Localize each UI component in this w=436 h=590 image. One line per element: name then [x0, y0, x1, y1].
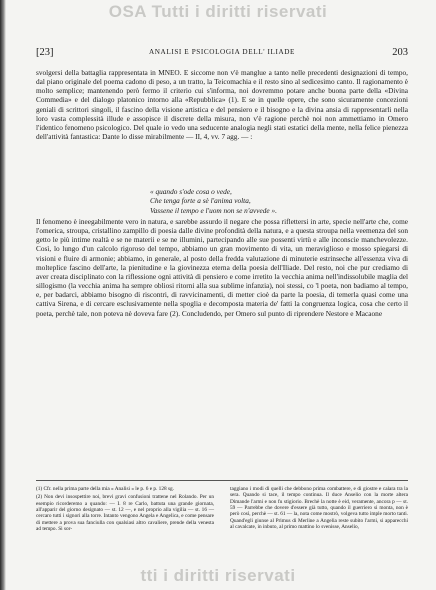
verse-line-3: Vassene il tempo e l'uom non se n'avvede ». — [150, 205, 277, 215]
quoted-verse — [150, 187, 390, 215]
page-binding-shadow — [0, 0, 6, 590]
verse-line-1: « quando s'ode cosa o vede, — [150, 187, 232, 196]
header-title: ANALISI E PSICOLOGIA DELL' ILIADE — [148, 48, 296, 56]
footnote-2-continued: taggiano i modi di quelli che debbono prima combattere, e di giostre e calara tra la sera. Quando si tace, il tempo continua. Il duce Anselio con la morte altera Dimande l'armi e non fu stigiorio. Brechè la notte è eid, veramente, ancora p — st. 59 — Parrebbe che dovere d'essere già tutto, quando il guerriero si monta, non è però così, perchè — st. 61 — la, nota come mostrò, volgeva tutto imple morto tanti. Quand'egli giunse al Primus di Merline a Angelia reste subito l'armi, si apparecchi al cavalcate, in inbuto, al primo mattino lo svenisse, Anselio, — [230, 486, 408, 531]
footnote-column-right — [230, 486, 408, 530]
footnote-divider — [36, 480, 408, 481]
footnote-1: (1) Cfr. nella prima parte della mia « Analisi » le p. 6 e p. 128 sg. — [36, 486, 174, 492]
paragraph-2: Il fenomeno è ineegabilmente vero in natura, e sarebbe assurdo il negare che possa riflettersi in arte, specie nell'arte che, come l'omerica, stroupa, cristallino zampillo di poesia dalle divine profondità della natura, e a questa stroupa nella veemenza del son getto le più intime realtà e se ne materii e se ne illumini, partecipando alle sue possenti virtù e alle inconscie manchevolezze. Così, lo lungo d'un calcolo rigoroso del tempo, abbiamo un gran movimento di vita, un meraviglioso e mosso spiegarsi di visioni e fluire di armonie; abbiamo, in generale, al posto della fredda valutazione di minuterie estrinseche all'essenza viva di molteplice fascino dell'arte, la pienitudine e la giovinezza eterna della poesia dell'Iliade. Del resto, noi che pur crediamo di aver creata disciplinato con la riflessione ogni attività di pensiero e come irretito la vecchia anima nell'indissolubile maglia del sillogismo (la vecchia anima ha sempre obliosi ritorni alla sua sublime infanzia), noi stessi, co 'l poeta, non badiamo al tempo, e, per badarci, abbiamo bisogno di riscontri, di ravvicinamenti, di metter cioè da parte la poesia, di temerla quasi come una cattiva Sirena, e di cercare esclusivamente nella spoglia e decomposta materia de' fatti la congruenza logica, cosa che certo il poeta, perchè tale, non poteva nè doveva fare (2). Concludendo, per Omero sul punto di riprendere Nestore e Macaone — [36, 217, 408, 318]
header-section-number: [23] — [36, 47, 54, 58]
paragraph-1: svolgersi della battaglia rappresentata in MNEO. E siccome non v'è manglue a tanto nelle precedenti designazioni di tempo, dal piano originale del poema cadono di peso, a un tratto, la Teicomachia e il resto sino al sedicesimo canto. Il ragionamento è molto semplice; mantenendo però fermo il criterio cui s'informa, noi dovremmo potare anche buona parte della «Divina Commedia» e del dialogo platonico intorno alla «Repubblica» (1). E se in quelle opere, che sono sicuramente concezioni geniali di scrittori singoli, il fascino della visione artistica e del pensiero e il bisogno e la divina ansia di rappresentarli nella loro vasta complessità illude e assopisce il discrete della misura, non v'è ragione perchè noi non ammettiamo in Omero l'identico fenomeno psicologico. Del quale io vedo una seducente analogia negli stati estatici della mente, nella felice pienezza dell'attività fantastica: Dante lo disse mirabilmente — II, 4, vv. 7 agg. — : — [36, 68, 408, 142]
page-number: 203 — [392, 47, 408, 58]
verse-line-2: Che tenga forte a sè l'anima volta, — [150, 196, 251, 206]
watermark-bottom: tti i diritti riservati — [140, 566, 296, 585]
footnote-2: (2) Non devi insospettire noi, brevi gravi confusioni trattene nel Rolando. Per un esempio ricorderemo a quando: — I. 8 re Carlo, battuta una grande giornata, all'apparir del giorno designato — st. 12 —, e nel proprio alla vigilia — st. 16 — cercaro tutti i signori alla torre. Intanto vengono Angela e Angelica, e come pensare di mettere a prova sua fanciulla con qualsiasi altro cavaliere, prende della venesta ad tempo. Si sor- — [36, 494, 214, 533]
footnote-column-left — [36, 486, 214, 532]
watermark-top: OSA Tutti i diritti riservati — [108, 2, 328, 21]
running-header — [36, 47, 408, 61]
footnotes — [36, 486, 408, 558]
